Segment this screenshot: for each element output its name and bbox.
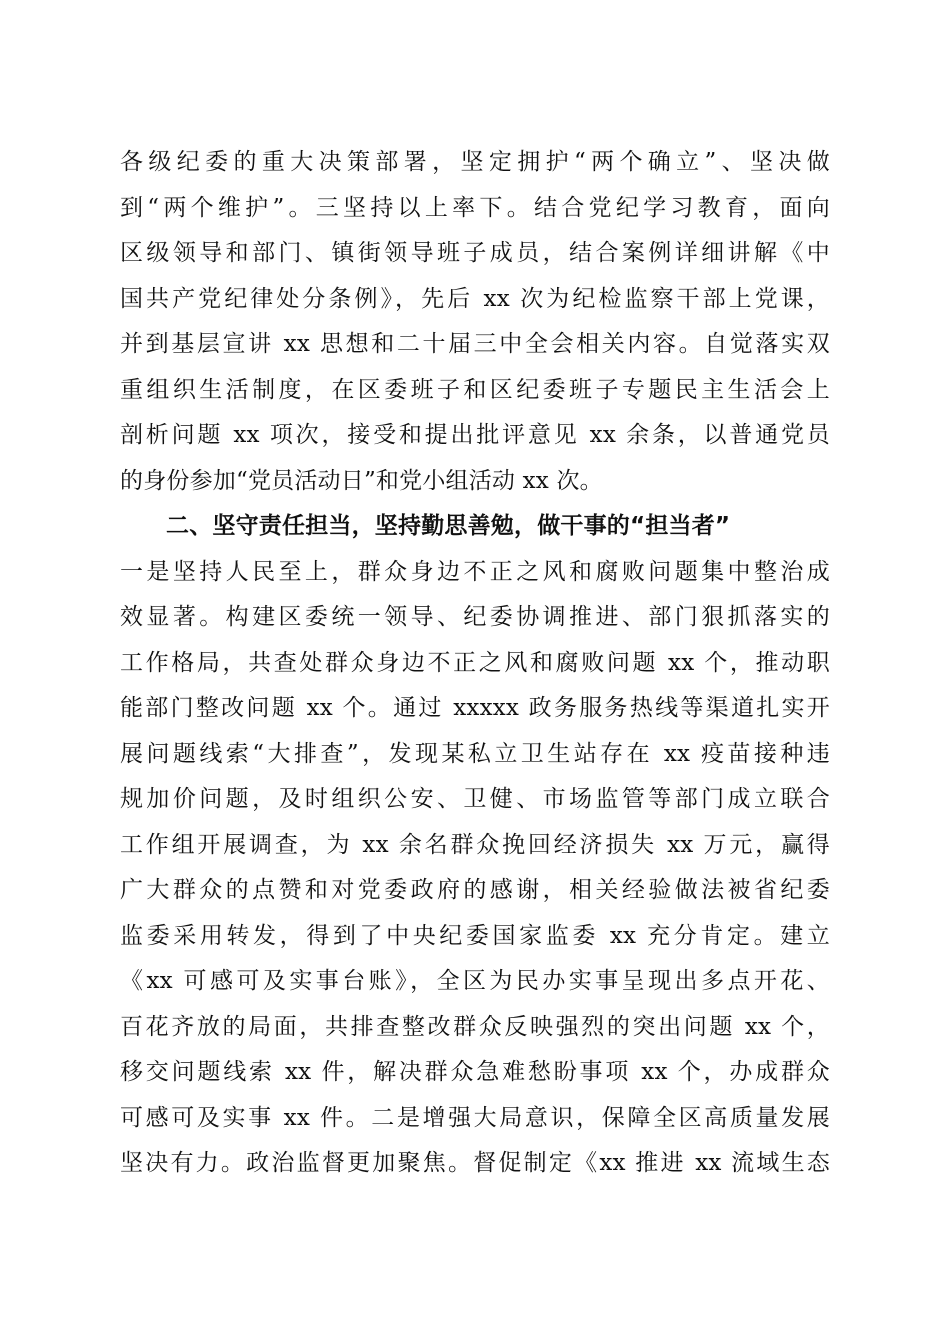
text-line: 一是坚持人民至上，群众身边不正之风和腐败问题集中整治成 <box>120 558 830 585</box>
text-line: 规加价问题，及时组织公安、卫健、市场监管等部门成立联合 <box>120 786 830 812</box>
text-line: 各级纪委的重大决策部署，坚定拥护“两个确立”、坚决做 <box>120 149 830 175</box>
text-line: 效显著。构建区委统一领导、纪委协调推进、部门狠抓落实的 <box>120 604 830 630</box>
text-line: 监委采用转发，得到了中央纪委国家监委 xx 充分肯定。建立 <box>120 922 830 949</box>
text-line: 可感可及实事 xx 件。二是增强大局意识，保障全区高质量发展 <box>120 1104 830 1131</box>
text-line: 能部门整改问题 xx 个。通过 xxxxx 政务服务热线等渠道扎实开 <box>120 695 830 721</box>
text-line: 工作格局，共查处群众身边不正之风和腐败问题 xx 个，推动职 <box>120 649 830 676</box>
text-line: 广大群众的点赞和对党委政府的感谢，相关经验做法被省纪委 <box>120 877 830 903</box>
text-line: 移交问题线索 xx 件，解决群众急难愁盼事项 xx 个，办成群众 <box>120 1059 830 1085</box>
text-line: 坚决有力。政治监督更加聚焦。督促制定《xx 推进 xx 流域生态 <box>120 1150 830 1176</box>
text-line: 区级领导和部门、镇街领导班子成员，结合案例详细讲解《中 <box>120 240 830 266</box>
text-line: 到“两个维护”。三坚持以上率下。结合党纪学习教育，面向 <box>120 194 830 221</box>
text-line: 并到基层宣讲 xx 思想和二十届三中全会相关内容。自觉落实双 <box>120 331 830 357</box>
document-page <box>120 140 830 1187</box>
text-line: 百花齐放的局面，共排查整改群众反映强烈的突出问题 xx 个， <box>120 1013 830 1040</box>
text-line: 《xx 可感可及实事台账》，全区为民办实事呈现出多点开花、 <box>120 968 830 994</box>
text-line: 剖析问题 xx 项次，接受和提出批评意见 xx 余条，以普通党员 <box>120 422 830 448</box>
text-line: 国共产党纪律处分条例》，先后 xx 次为纪检监察干部上党课， <box>120 285 830 312</box>
paragraph-1 <box>120 140 830 504</box>
section-heading-2: 二、坚守责任担当，坚持勤思善勉，做干事的“担当者” <box>166 513 731 539</box>
text-line: 工作组开展调查，为 xx 余名群众挽回经济损失 xx 万元，赢得 <box>120 831 830 858</box>
text-line: 展问题线索“大排查”，发现某私立卫生站存在 xx 疫苗接种违 <box>120 740 830 767</box>
text-line: 重组织生活制度，在区委班子和区纪委班子专题民主生活会上 <box>120 376 830 403</box>
text-line: 的身份参加“党员活动日”和党小组活动 xx 次。 <box>120 467 603 494</box>
paragraph-2 <box>120 550 830 1187</box>
